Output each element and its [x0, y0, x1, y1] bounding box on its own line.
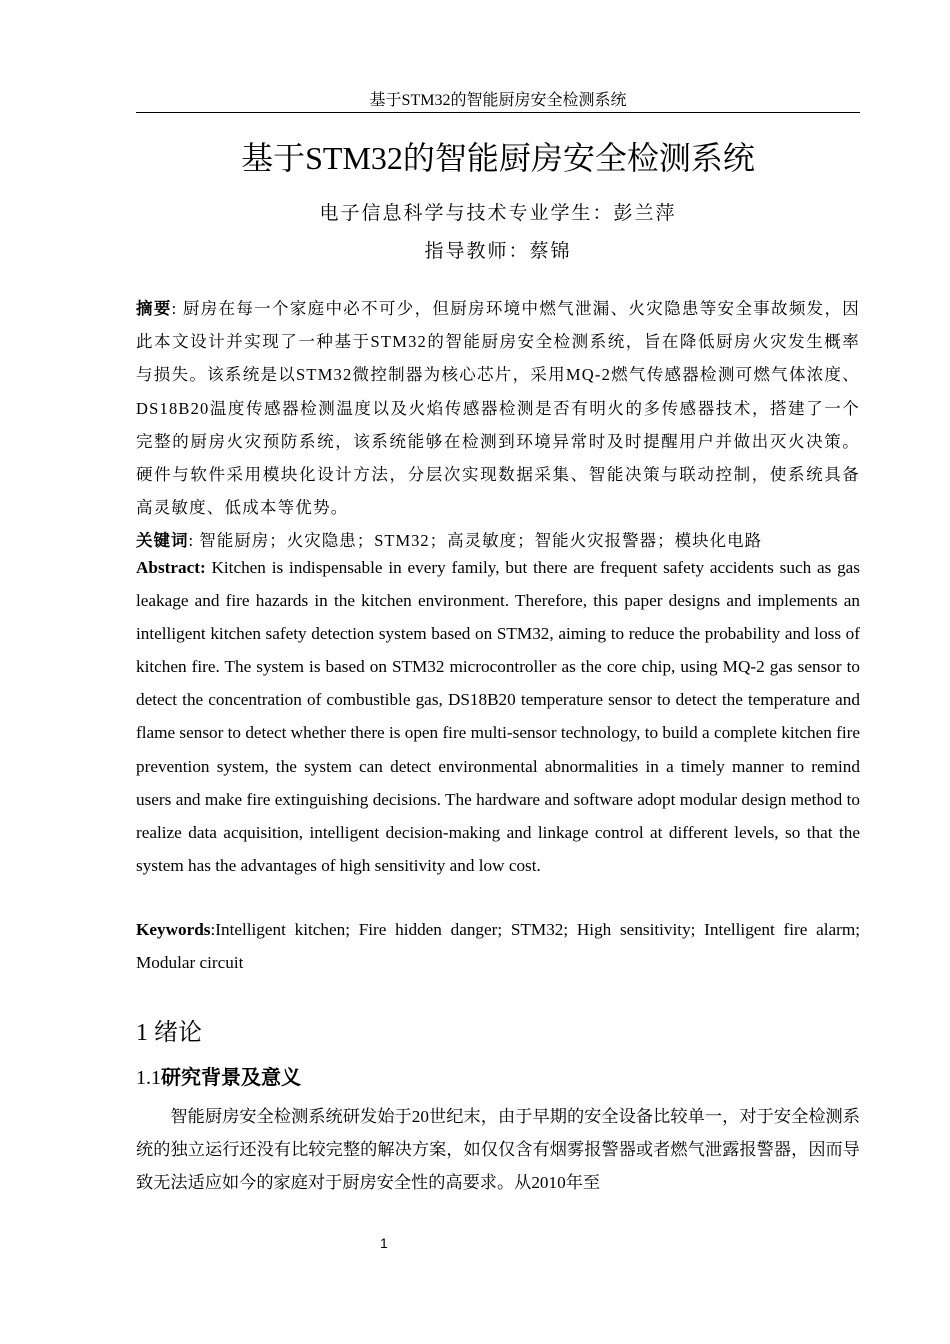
paper-title-latin: STM32 — [305, 140, 403, 176]
subsection-title: 研究背景及意义 — [161, 1065, 301, 1089]
section-title: 绪论 — [154, 1018, 202, 1046]
keywords-english-text: :Intelligent kitchen; Fire hidden danger; STM32; High sensitivity; Intelligent fire alarm; Modular circuit — [136, 920, 860, 973]
keywords-chinese — [136, 530, 860, 552]
keywords-english — [136, 913, 860, 979]
abstract-chinese-text: : 厨房在每一个家庭中必不可少，但厨房环境中燃气泄漏、火灾隐患等安全事故频发，因此本文设计并实现了一种基于STM32的智能厨房安全检测系统，旨在降低厨房火灾发生概率与损失。该系统是以STM32微控制器为核心芯片，采用MQ-2燃气传感器检测可燃气体浓度、DS18B20温度传感器检测温度以及火焰传感器检测是否有明火的多传感器技术，搭建了一个完整的厨房火灾预防系统，该系统能够在检测到环境异常时及时提醒用户并做出灭火决策。硬件与软件采用模块化设计方法，分层次实现数据采集、智能决策与联动控制，使系统具备高灵敏度、低成本等优势。 — [136, 299, 860, 518]
paper-title-prefix: 基于 — [241, 139, 306, 177]
page-number: 1 — [380, 1235, 388, 1251]
abstract-english — [136, 551, 860, 882]
abstract-chinese-label: 摘要 — [136, 299, 172, 318]
paper-title-suffix: 的智能厨房安全检测系统 — [402, 139, 755, 177]
subsection-heading-1-1 — [136, 1062, 301, 1093]
running-header-title: 基于STM32的智能厨房安全检测系统 — [369, 92, 627, 109]
abstract-chinese — [136, 292, 860, 524]
section-number: 1 — [136, 1020, 148, 1046]
advisor-line: 指导教师：蔡锦 — [424, 241, 572, 262]
abstract-english-text: Kitchen is indispensable in every family, but there are frequent safety accidents such as gas leakage and fire hazards in the kitchen environment. Therefore, this paper designs and implements an intelligent kitchen safety detection system based on STM32, aiming to reduce the probability and loss of kitchen fire. The system is based on STM32 microcontroller as the core chip, using MQ-2 gas sensor to detect the concentration of combustible gas, DS18B20 temperature sensor to detect the temperature and flame sensor to detect whether there is open fire multi-sensor technology, to build a complete kitchen fire prevention system, the system can detect environmental abnormalities in a timely manner to remind users and make fire extinguishing decisions. The hardware and software adopt modular design method to realize data acquisition, intelligent decision-making and linkage control at different levels, so that the system has the advantages of high sensitivity and low cost. — [136, 558, 860, 875]
paper-title — [136, 136, 860, 180]
keywords-chinese-label: 关键词 — [136, 531, 189, 550]
running-header — [136, 90, 860, 113]
body-paragraph: 智能厨房安全检测系统研发始于20世纪末，由于早期的安全设备比较单一，对于安全检测系统的独立运行还没有比较完整的解决方案，如仅仅含有烟雾报警器或者燃气泄露报警器，因而导致无法适应如今的家庭对于厨房安全性的高要求。从2010年至 — [136, 1107, 860, 1193]
section-heading-1 — [136, 1014, 202, 1051]
subsection-number: 1.1 — [136, 1067, 161, 1089]
author-line: 电子信息科学与技术专业学生：彭兰萍 — [319, 203, 677, 224]
keywords-english-label: Keywords — [136, 920, 211, 939]
keywords-chinese-text: : 智能厨房；火灾隐患；STM32；高灵敏度；智能火灾报警器；模块化电路 — [188, 531, 763, 550]
abstract-english-label: Abstract: — [136, 558, 206, 577]
